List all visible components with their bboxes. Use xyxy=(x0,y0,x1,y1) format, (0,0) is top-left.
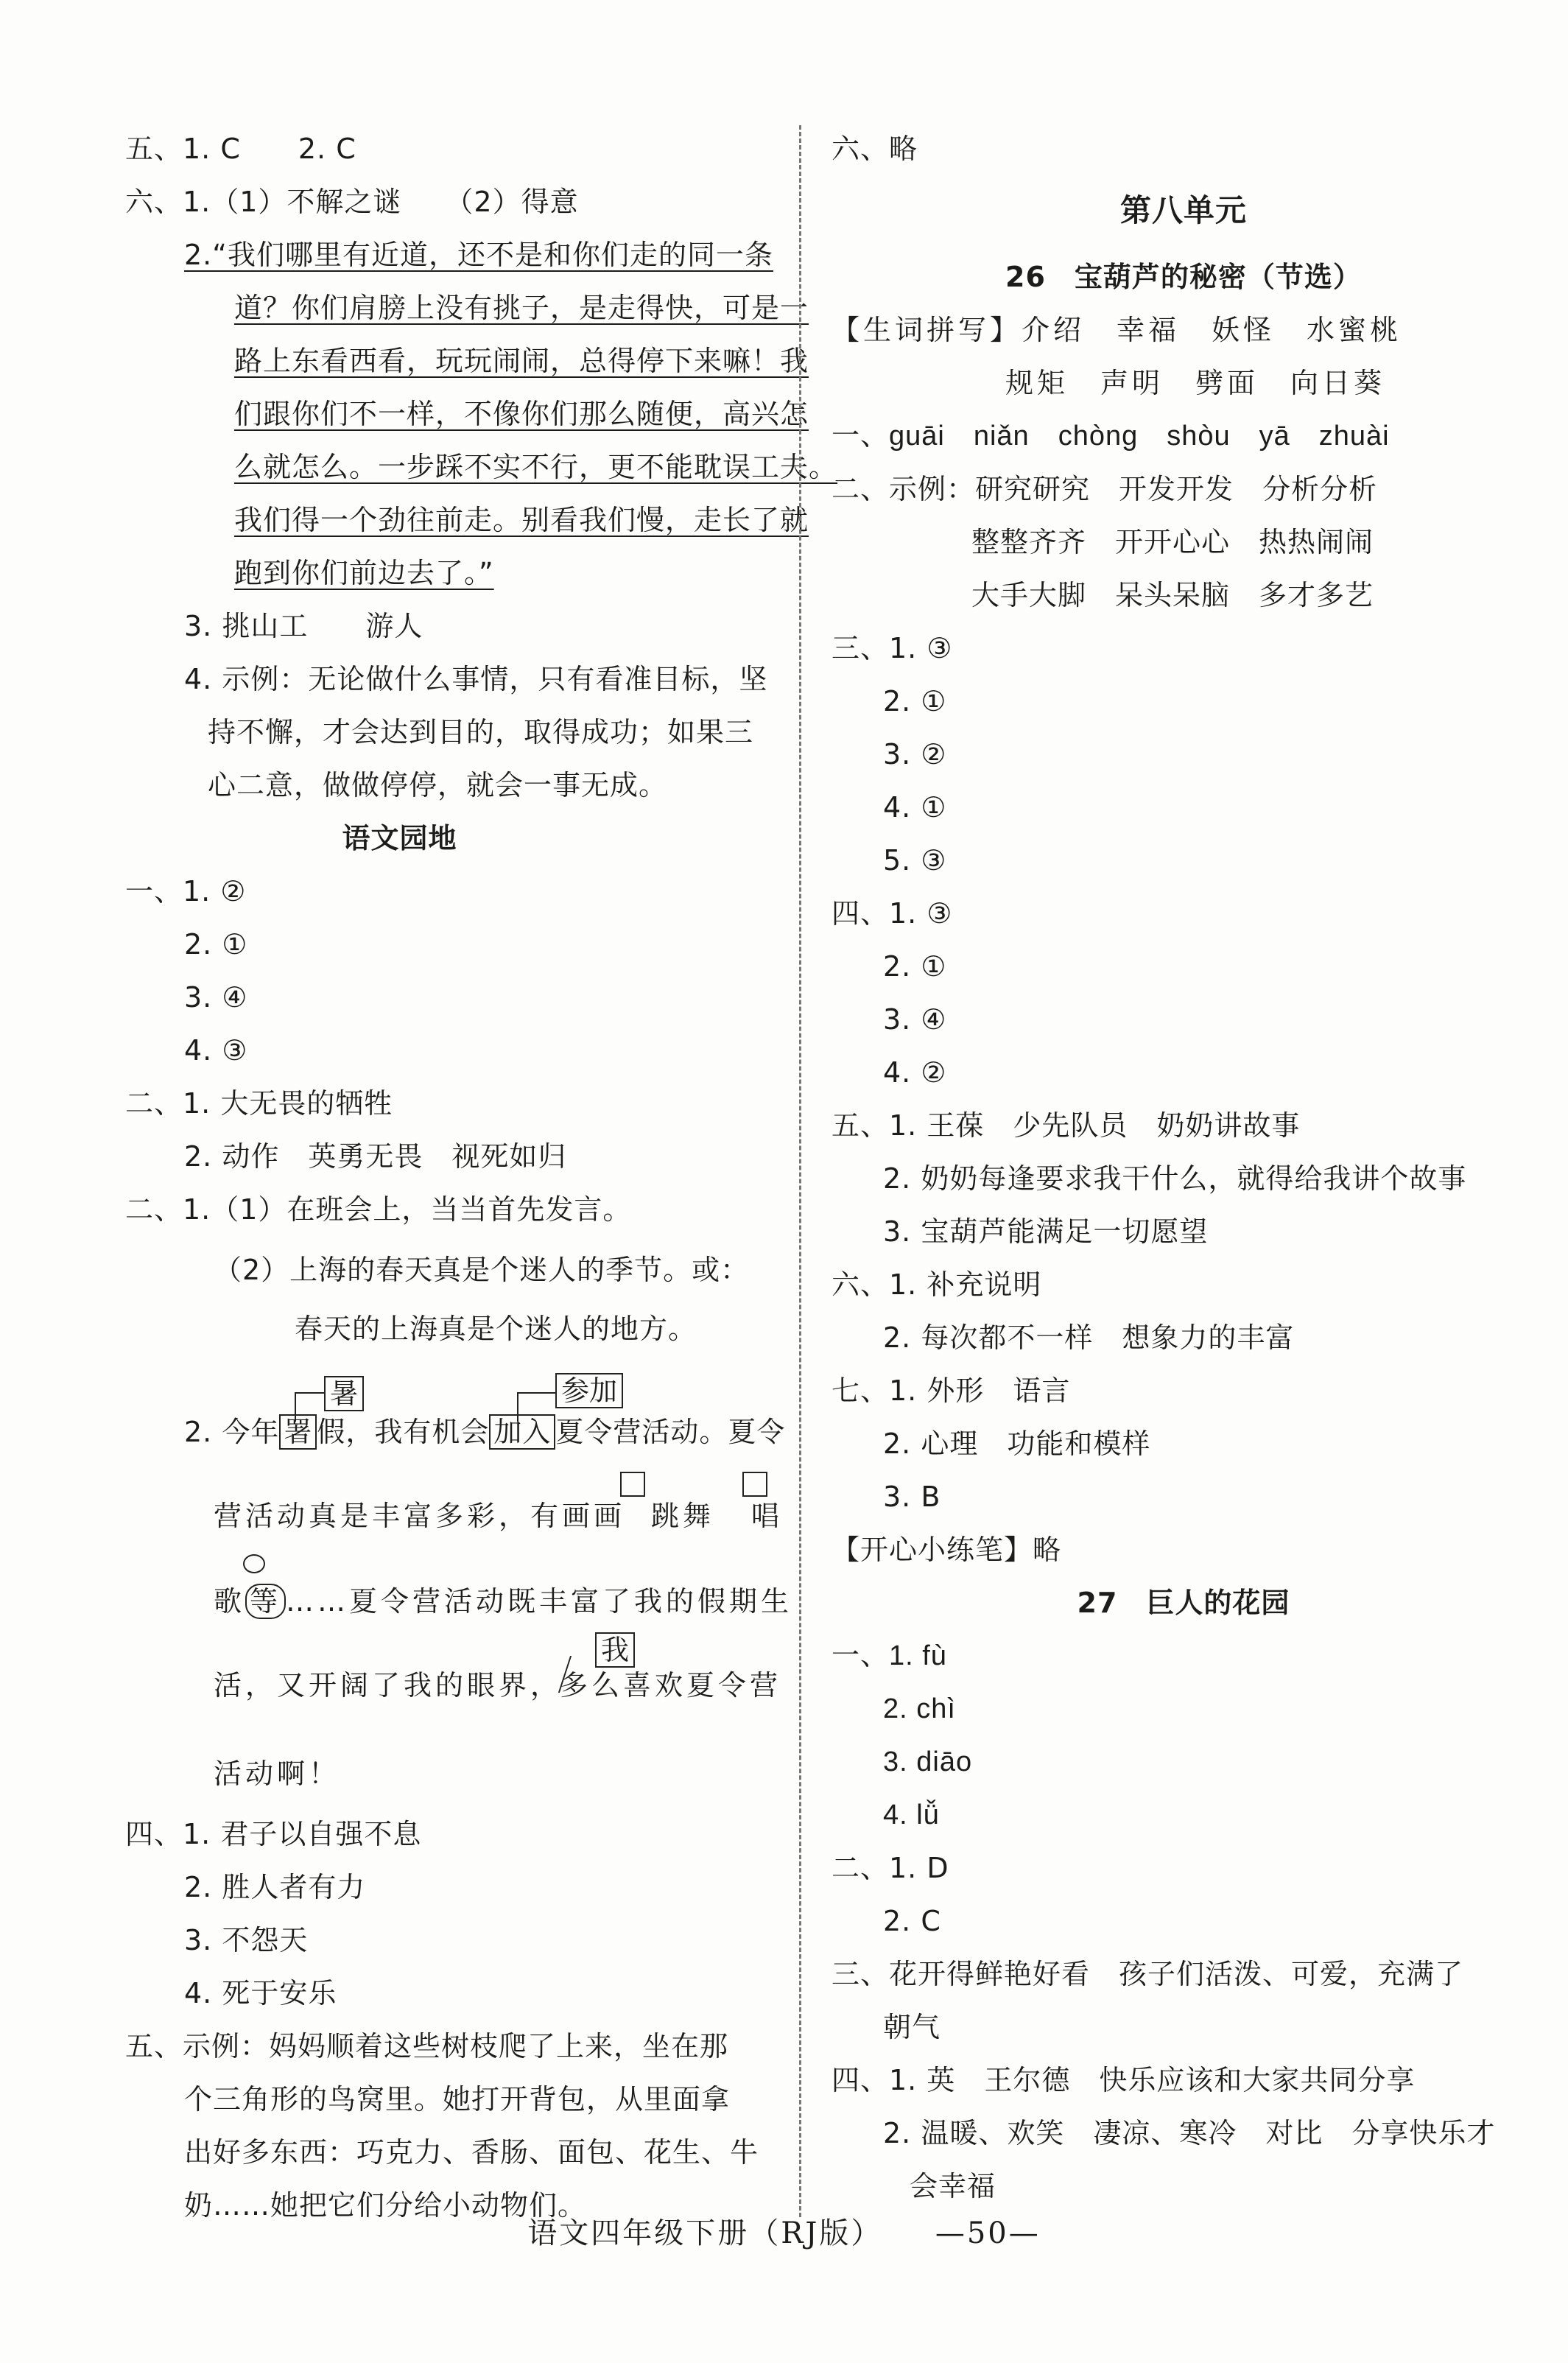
answer-line: 2. C xyxy=(883,1905,941,1937)
correction-box: 我 xyxy=(595,1632,635,1668)
answer-line: 六、略 xyxy=(832,133,918,165)
correction-leader xyxy=(295,1392,324,1394)
pinyin-line: 一、guāi niǎn chòng shòu yā zhuài xyxy=(832,421,1390,452)
answer-line: 出好多东西：巧克力、香肠、面包、花生、牛 xyxy=(184,2136,759,2169)
answer-line: 二、示例：研究研究 开发开发 分析分析 xyxy=(832,473,1378,505)
answer-line: 整整齐齐 开开心心 热热闹闹 xyxy=(971,526,1374,558)
answer-line: 道？你们肩膀上没有挑子，是走得快，可是一 xyxy=(234,292,809,324)
proofread-line: 多么喜欢夏令营 xyxy=(560,1669,782,1702)
answer-line: 2. ① xyxy=(184,928,248,961)
answer-line: 2. 胜人者有力 xyxy=(184,1871,366,1903)
deleted-char: 等 xyxy=(245,1584,286,1619)
answer-line: 六、1. 补充说明 xyxy=(832,1268,1042,1301)
pinyin-line: 3. diāo xyxy=(883,1746,973,1777)
proofread-line: 活，又开阔了我的眼界， xyxy=(214,1669,563,1702)
page-number: —50— xyxy=(935,2216,1041,2250)
answer-line: 跑到你们前边去了。” xyxy=(234,557,494,589)
answer-line: 一、1. ② xyxy=(125,875,247,907)
proofread-word: 跳舞 xyxy=(651,1500,715,1532)
answer-line: 我们得一个劲往前走。别看我们慢，走长了就 xyxy=(234,504,809,536)
answer-line: 路上东看西看，玩玩闹闹，总得停下来嘛！我 xyxy=(234,345,809,377)
page-footer xyxy=(0,2210,1568,2252)
answer-line: 3. B xyxy=(883,1481,941,1513)
answer-line: 二、1. D xyxy=(832,1852,949,1884)
answer-line: 3. ④ xyxy=(883,1003,947,1036)
proofread-word: 唱 xyxy=(751,1500,784,1532)
answer-line: 3. 不怨天 xyxy=(184,1924,309,1956)
text-span: 假，我有机会 xyxy=(317,1416,490,1448)
answer-line: 个三角形的鸟窝里。她打开背包，从里面拿 xyxy=(184,2083,731,2116)
answer-line: 么就怎么。一步踩不实不行，更不能耽误工夫。 xyxy=(234,451,838,483)
lesson-title: 27 巨人的花园 xyxy=(1077,1587,1290,1619)
pinyin-line: 2. chì xyxy=(883,1693,956,1724)
answer-line: 四、1. ③ xyxy=(832,897,953,930)
answer-line: 2. 动作 英勇无畏 视死如归 xyxy=(184,1140,567,1173)
section-heading: 语文园地 xyxy=(342,822,457,854)
answer-line: 2. 温暖、欢笑 凄凉、寒冷 对比 分享快乐才 xyxy=(883,2117,1496,2149)
answer-line: 2. 每次都不一样 想象力的丰富 xyxy=(883,1321,1295,1354)
marked-error: 署 xyxy=(279,1414,317,1450)
answer-line: 3. 宝葫芦能满足一切愿望 xyxy=(883,1215,1209,1248)
correction-box: 参加 xyxy=(555,1373,623,1408)
answer-line: 3. ② xyxy=(883,738,947,770)
answer-line: 二、1.（1）在班会上，当当首先发言。 xyxy=(125,1193,632,1226)
answer-line: 3. 挑山工 游人 xyxy=(184,610,423,642)
proofread-line: 营活动真是丰富多彩，有画画 xyxy=(214,1500,626,1532)
marked-error: 加入 xyxy=(489,1414,555,1450)
unit-title: 第八单元 xyxy=(1119,192,1247,228)
answer-line: 朝气 xyxy=(883,2011,941,2043)
answer-line: 奶……她把它们分给小动物们。 xyxy=(184,2189,587,2222)
answer-line: 4. 示例：无论做什么事情，只有看准目标，坚 xyxy=(184,663,768,695)
delete-mark xyxy=(243,1554,265,1573)
book-title: 语文四年级下册（RJ版） xyxy=(527,2216,883,2250)
answer-line: 4. 死于安乐 xyxy=(184,1977,337,2009)
answer-line: 2. ① xyxy=(883,950,947,983)
answer-line: 【开心小练笔】略 xyxy=(832,1534,1062,1566)
answer-line: 春天的上海真是个迷人的地方。 xyxy=(295,1313,697,1345)
correction-box: 暑 xyxy=(324,1376,364,1411)
answer-line: 会幸福 xyxy=(910,2170,996,2202)
answer-line: 五、1. 王葆 少先队员 奶奶讲故事 xyxy=(832,1109,1301,1142)
answer-line: 2.“我们哪里有近道，还不是和你们走的同一条 xyxy=(184,239,773,271)
answer-line: 四、1. 君子以自强不息 xyxy=(125,1818,422,1850)
answer-line: 4. ① xyxy=(883,791,947,824)
answer-line: 心二意，做做停停，就会一事无成。 xyxy=(208,769,668,801)
text-span: 2. 今年 xyxy=(184,1416,280,1448)
text-span: 歌 xyxy=(214,1585,246,1618)
answer-line: 二、1. 大无畏的牺牲 xyxy=(125,1087,393,1120)
answer-line: 3. ④ xyxy=(184,981,248,1014)
answer-line: 三、1. ③ xyxy=(832,632,953,664)
pinyin-line: 4. lǚ xyxy=(883,1800,940,1830)
answer-line: 5. ③ xyxy=(883,844,947,877)
answer-line: 六、1.（1）不解之谜 （2）得意 xyxy=(125,186,579,218)
proofread-line xyxy=(184,1414,785,1450)
text-span: 夏令营活动。夏令 xyxy=(555,1416,786,1448)
answer-line: 三、花开得鲜艳好看 孩子们活泼、可爱，充满了 xyxy=(832,1958,1464,1990)
answer-line: 五、示例：妈妈顺着这些树枝爬了上来，坐在那 xyxy=(125,2030,729,2062)
right-column xyxy=(799,0,1568,2247)
proofread-line: 活动啊！ xyxy=(214,1758,341,1790)
answer-line: 大手大脚 呆头呆脑 多才多艺 xyxy=(971,579,1374,611)
punctuation-box xyxy=(742,1472,767,1497)
answer-line: 五、1. C 2. C xyxy=(125,133,356,165)
answer-line: 七、1. 外形 语言 xyxy=(832,1374,1071,1407)
answer-line: 们跟你们不一样，不像你们那么随便，高兴怎 xyxy=(234,398,809,430)
answer-line: （2）上海的春天真是个迷人的季节。或： xyxy=(214,1254,750,1286)
answer-line: 4. ② xyxy=(883,1056,947,1089)
pinyin-line: 一、1. fù xyxy=(832,1640,947,1671)
answer-line: 2. 奶奶每逢要求我干什么，就得给我讲个故事 xyxy=(883,1162,1467,1195)
answer-line: 4. ③ xyxy=(184,1034,248,1067)
proofread-line xyxy=(214,1584,792,1619)
answer-line: 2. 心理 功能和模样 xyxy=(883,1428,1151,1460)
answer-line: 【生词拼写】介绍 幸福 妖怪 水蜜桃 xyxy=(832,314,1402,346)
correction-leader xyxy=(517,1392,555,1394)
punctuation-box xyxy=(620,1472,645,1497)
answer-line: 持不懈，才会达到目的，取得成功；如果三 xyxy=(208,716,754,748)
answer-line: 四、1. 英 王尔德 快乐应该和大家共同分享 xyxy=(832,2064,1416,2096)
lesson-title: 26 宝葫芦的秘密（节选） xyxy=(1005,261,1362,293)
answer-line: 规矩 声明 劈面 向日葵 xyxy=(1005,367,1386,399)
answer-line: 2. ① xyxy=(883,685,947,717)
text-span: ……夏令营活动既丰富了我的假期生 xyxy=(286,1585,793,1618)
